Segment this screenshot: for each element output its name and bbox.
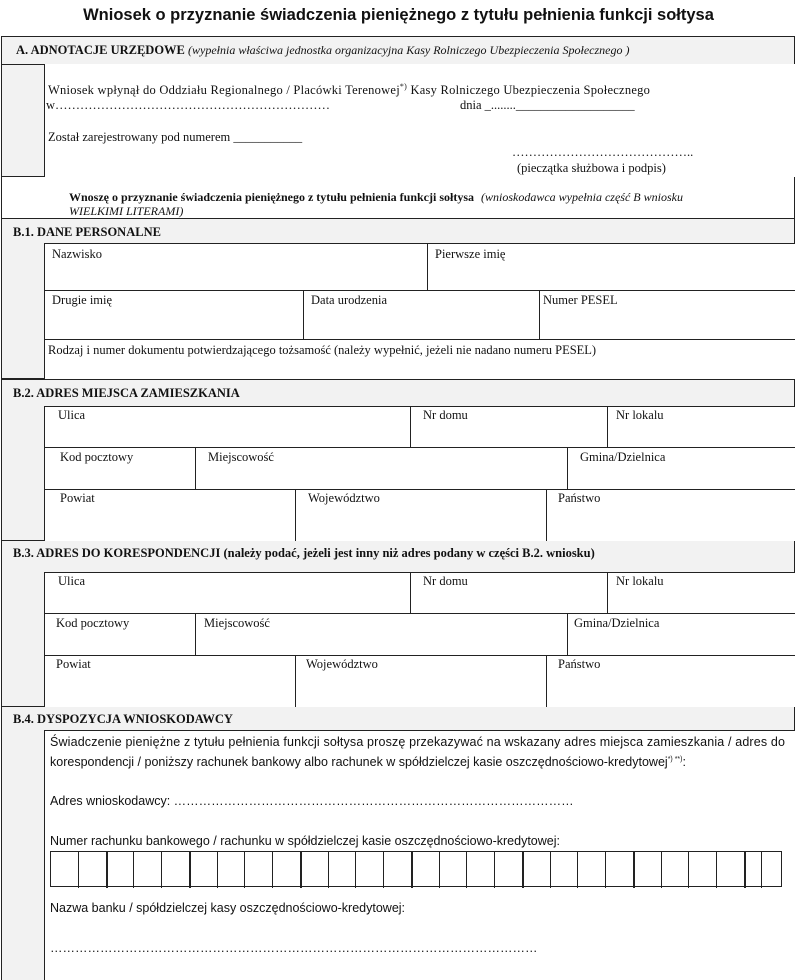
bank-name-label: Nazwa banku / spółdzielczej kasy oszczędnościowo-kredytowej: xyxy=(50,901,406,915)
account-digit-divider xyxy=(300,852,302,888)
surname-field[interactable]: Nazwisko xyxy=(52,247,102,261)
b2-col-rule-6 xyxy=(546,489,547,541)
b2-row-1-rule xyxy=(44,447,795,448)
b3-flat-no-field[interactable]: Nr lokalu xyxy=(616,574,664,588)
stamp-dots: …………………………………….. xyxy=(512,145,694,159)
b3-commune-field[interactable]: Gmina/Dzielnica xyxy=(574,616,660,630)
b3-house-no-field[interactable]: Nr domu xyxy=(423,574,468,588)
account-digit-divider xyxy=(244,852,245,888)
bank-name-field[interactable]: ……………………………………………………………………………………………………… xyxy=(50,941,538,955)
b2-city-field[interactable]: Miejscowość xyxy=(208,450,274,464)
b3-col-rule-3 xyxy=(195,613,196,655)
account-digit-divider xyxy=(217,852,218,888)
id-document-field[interactable]: Rodzaj i numer dokumentu potwierdzającego tożsamość (należy wypełnić, jeżeli nie nadano numeru PESEL) xyxy=(48,343,597,357)
applicant-address-field[interactable]: Adres wnioskodawcy: …………………………………………………………………………………… xyxy=(50,794,574,808)
account-digit-divider xyxy=(744,852,746,888)
section-a-heading-row xyxy=(16,43,630,58)
b4-paragraph-line-2 xyxy=(50,755,686,769)
second-name-field[interactable]: Drugie imię xyxy=(52,293,113,307)
b2-heading: B.2. ADRES MIEJSCA ZAMIESZKANIA xyxy=(13,386,240,400)
account-number-grid[interactable] xyxy=(50,851,782,887)
b3-row-2-rule xyxy=(44,655,795,656)
b3-country-field[interactable]: Państwo xyxy=(558,657,601,671)
b3-col-rule-1 xyxy=(410,572,411,613)
b1-fields xyxy=(44,243,795,379)
b3-fields xyxy=(44,572,795,707)
b4-heading: B.4. DYSPOZYCJA WNIOSKODAWCY xyxy=(13,712,233,726)
account-digit-divider xyxy=(466,852,467,888)
account-digit-divider xyxy=(355,852,356,888)
pesel-field[interactable]: Numer PESEL xyxy=(543,293,618,307)
b2-post-code-field[interactable]: Kod pocztowy xyxy=(60,450,134,464)
b2-col-rule-3 xyxy=(195,447,196,489)
b3-col-rule-5 xyxy=(295,655,296,707)
request-text: Wnoszę o przyznanie świadczenia pieniężnego z tytułu pełnienia funkcji sołtysa xyxy=(69,190,474,204)
account-digit-divider xyxy=(189,852,191,888)
b2-fields xyxy=(44,406,795,541)
received-text-2: Kasy Rolniczego Ubezpieczenia Społecznego xyxy=(410,83,651,98)
section-a-content-area xyxy=(44,64,795,177)
account-digit-divider xyxy=(106,852,108,888)
b4-paragraph-line-1: Świadczenie pieniężne z tytułu pełnienia funkcji sołtysa proszę przekazywać na wskazany adres miejsca zamieszkania / adres do xyxy=(50,735,786,749)
b1-row-2-rule xyxy=(44,339,795,340)
b3-street-field[interactable]: Ulica xyxy=(58,574,86,588)
b4-paragraph-end: : xyxy=(682,755,686,769)
b4-paragraph-sup: *) **) xyxy=(667,755,683,763)
b2-county-field[interactable]: Powiat xyxy=(60,491,95,505)
b2-col-rule-4 xyxy=(567,447,568,489)
account-digit-divider xyxy=(133,852,134,888)
b2-row-2-rule xyxy=(44,489,795,490)
section-a-note: (wypełnia właściwa jednostka organizacyjna Kasy Rolniczego Ubezpieczenia Społecznego ) xyxy=(188,43,630,57)
account-digit-divider xyxy=(439,852,440,888)
b3-city-field[interactable]: Miejscowość xyxy=(204,616,270,630)
b3-heading: B.3. ADRES DO KORESPONDENCJI (należy podać, jeżeli jest inny niż adres podany w części B.2. wniosku) xyxy=(13,546,595,560)
received-date[interactable]: dnia _........___________________ xyxy=(460,98,635,112)
request-note: (wnioskodawca wypełnia część B wniosku xyxy=(481,190,683,204)
b1-row-1-rule xyxy=(44,290,795,291)
first-name-field[interactable]: Pierwsze imię xyxy=(435,247,506,261)
b3-col-rule-4 xyxy=(567,613,568,655)
received-place[interactable]: w………………………………………………………… xyxy=(46,98,331,112)
received-text: Wniosek wpłynął do Oddziału Regionalnego / Placówki Terenowej xyxy=(48,83,400,98)
b3-col-rule-2 xyxy=(607,572,608,613)
account-digit-divider xyxy=(716,852,717,888)
account-digit-divider xyxy=(522,852,524,888)
b3-row-1-rule xyxy=(44,613,795,614)
birth-date-field[interactable]: Data urodzenia xyxy=(311,293,388,307)
b2-commune-field[interactable]: Gmina/Dzielnica xyxy=(580,450,666,464)
b1-col-rule-3 xyxy=(539,290,540,339)
account-digit-divider xyxy=(494,852,495,888)
b1-col-rule-2 xyxy=(303,290,304,339)
received-line xyxy=(48,82,650,98)
b2-voivodeship-field[interactable]: Województwo xyxy=(308,491,380,505)
registration-number[interactable]: Został zarejestrowany pod numerem ___________ xyxy=(48,130,303,144)
b2-col-rule-5 xyxy=(295,489,296,541)
b3-post-code-field[interactable]: Kod pocztowy xyxy=(56,616,130,630)
stamp-caption: (pieczątka służbowa i podpis) xyxy=(517,161,666,175)
b2-flat-no-field[interactable]: Nr lokalu xyxy=(616,408,664,422)
b2-country-field[interactable]: Państwo xyxy=(558,491,601,505)
account-digit-divider xyxy=(161,852,162,888)
account-number-label: Numer rachunku bankowego / rachunku w spółdzielczej kasie oszczędnościowo-kredytowej: xyxy=(50,834,560,848)
b4-paragraph-text-2: korespondencji / poniższy rachunek bankowy albo rachunek w spółdzielczej kasie oszczędnościowo-kredytowej xyxy=(50,755,668,769)
b3-county-field[interactable]: Powiat xyxy=(56,657,91,671)
account-digit-divider xyxy=(328,852,329,888)
account-digit-divider xyxy=(605,852,606,888)
b2-col-rule-2 xyxy=(607,406,608,447)
form-title: Wniosek o przyznanie świadczenia pieniężnego z tytułu pełnienia funkcji sołtysa xyxy=(83,6,714,24)
account-digit-divider xyxy=(272,852,273,888)
account-digit-divider xyxy=(633,852,635,888)
b3-voivodeship-field[interactable]: Województwo xyxy=(306,657,378,671)
request-line xyxy=(69,190,683,205)
b2-street-field[interactable]: Ulica xyxy=(58,408,86,422)
account-digit-divider xyxy=(411,852,413,888)
b2-col-rule-1 xyxy=(410,406,411,447)
b1-col-rule-1 xyxy=(427,243,428,290)
b2-house-no-field[interactable]: Nr domu xyxy=(423,408,468,422)
account-digit-divider xyxy=(78,852,79,888)
b3-col-rule-6 xyxy=(546,655,547,707)
account-digit-divider xyxy=(688,852,689,888)
request-note-2: WIELKIMI LITERAMI) xyxy=(69,204,184,218)
section-a-heading: A. ADNOTACJE URZĘDOWE xyxy=(16,43,185,57)
account-digit-divider xyxy=(761,852,762,888)
received-sup: *) xyxy=(399,82,408,91)
account-digit-divider xyxy=(577,852,578,888)
account-digit-divider xyxy=(383,852,384,888)
b1-heading: B.1. DANE PERSONALNE xyxy=(13,225,161,239)
account-digit-divider xyxy=(661,852,662,888)
account-digit-divider xyxy=(550,852,551,888)
section-a-left-rule-2 xyxy=(44,64,45,177)
